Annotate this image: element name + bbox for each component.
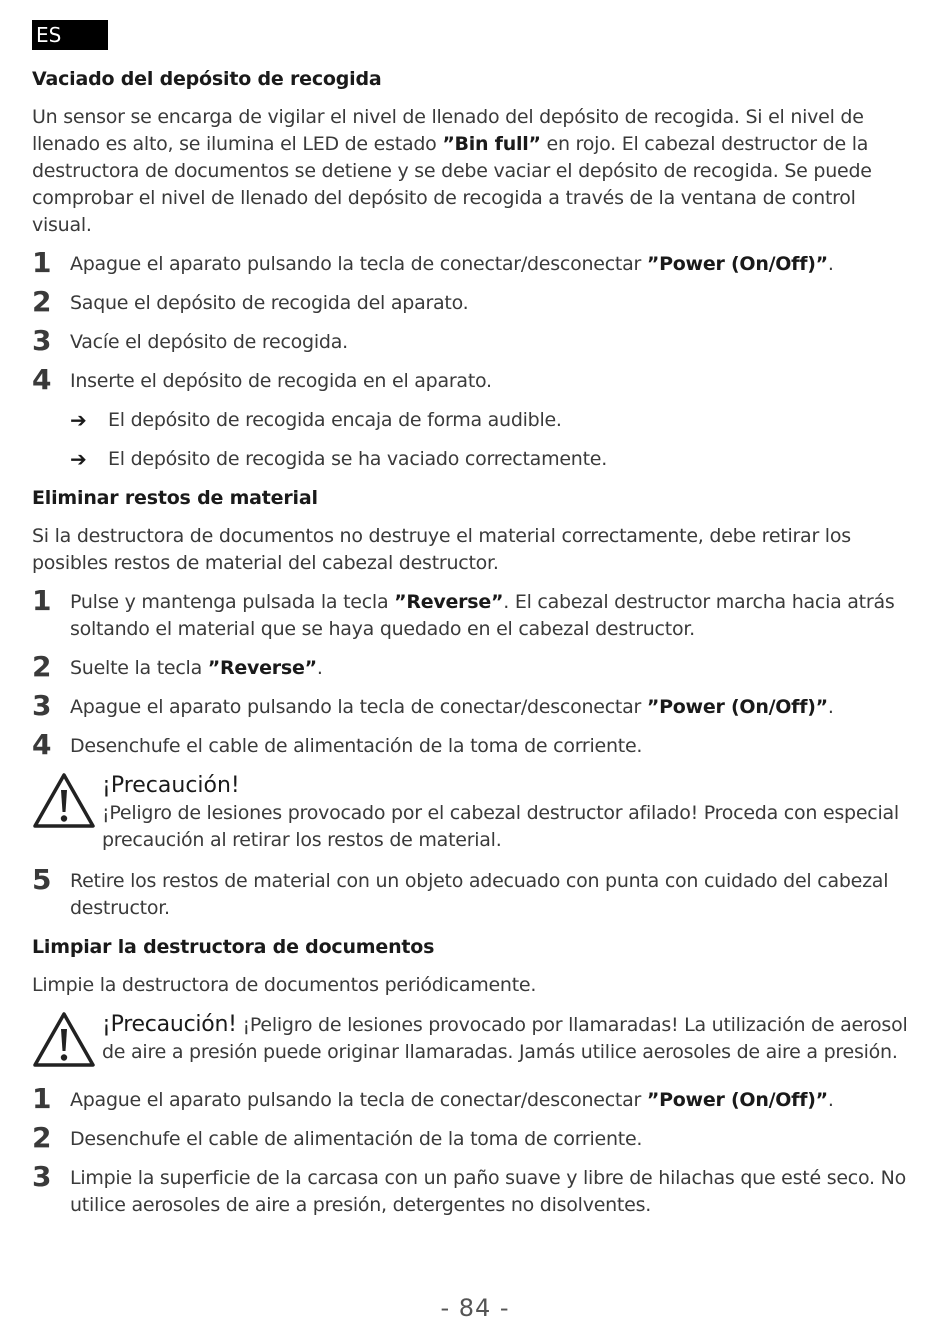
step-number: 1 [32,246,52,279]
caution-title: ¡Precaución! [102,773,240,798]
step-item [32,363,918,396]
step-number: 3 [32,324,52,357]
caution-text: ¡Peligro de lesiones provocado por el cabezal destructor afilado! Proceda con especial precaución al retirar los restos de material. [102,802,899,851]
section-intro: Un sensor se encarga de vigilar el nivel de llenado del depósito de recogida. Si el nivel de llenado es alto, se ilumina el LED de estado ”Bin full” en rojo. El cabezal destructor de la destructora de documentos se detiene y se debe vaciar el depósito de recogida. Se puede comprobar el nivel de llenado del depósito de recogida a través de la ventana de control visual. [32,106,872,236]
step-item [32,1082,918,1115]
step-number: 4 [32,728,52,761]
step-item [32,324,918,357]
step-text: Inserte el depósito de recogida en el aparato. [70,370,492,392]
step-item [32,1160,918,1219]
step-text: Vacíe el depósito de recogida. [70,331,348,353]
warning-triangle-icon [32,1011,102,1073]
language-tag: ES [32,20,108,50]
caution-text: ¡Precaución! ¡Peligro de lesiones provocado por llamaradas! La utilización de aerosol de aire a presión puede originar llamaradas. Jamás utilice aerosoles de aire a presión. [102,1012,908,1063]
step-item [32,689,918,722]
page-content [32,66,918,1231]
step-item [32,584,918,643]
step-number: 2 [32,285,52,318]
step-text: Pulse y mantenga pulsada la tecla ”Reverse”. El cabezal destructor marcha hacia atrás soltando el material que se haya quedado en el cabezal destructor. [70,591,895,640]
step-number: 1 [32,584,52,617]
step-text: Limpie la superficie de la carcasa con un paño suave y libre de hilachas que esté seco. No utilice aerosoles de aire a presión, detergentes no disolventes. [70,1167,906,1216]
page-number: - 84 - [440,1294,510,1322]
section-title-remove-material: Eliminar restos de material [32,487,318,509]
step-text: Desenchufe el cable de alimentación de la toma de corriente. [70,1128,643,1150]
step-item [32,246,918,279]
step-number: 5 [32,863,52,896]
arrow-right-icon: ➔ [70,447,87,471]
section-title-cleaning: Limpiar la destructora de documentos [32,936,435,958]
step-number: 2 [32,650,52,683]
step-number: 4 [32,363,52,396]
arrow-right-icon: ➔ [70,408,87,432]
section-title-emptying: Vaciado del depósito de recogida [32,68,382,90]
caution-box [32,772,918,854]
step-item [32,650,918,683]
step-number: 3 [32,1160,52,1193]
section-intro: Limpie la destructora de documentos periódicamente. [32,974,537,996]
result-text: El depósito de recogida encaja de forma audible. [108,409,562,431]
result-item [70,446,918,473]
step-number: 3 [32,689,52,722]
step-item [32,728,918,761]
step-text: Saque el depósito de recogida del aparato. [70,292,469,314]
step-text: Apague el aparato pulsando la tecla de conectar/desconectar ”Power (On/Off)”. [70,1089,834,1111]
step-number: 1 [32,1082,52,1115]
step-text: Apague el aparato pulsando la tecla de conectar/desconectar ”Power (On/Off)”. [70,253,834,275]
step-text: Retire los restos de material con un objeto adecuado con punta con cuidado del cabezal destructor. [70,870,889,919]
caution-title: ¡Precaución! [102,1012,237,1037]
section-intro: Si la destructora de documentos no destruye el material correctamente, debe retirar los posibles restos de material del cabezal destructor. [32,525,851,574]
step-item [32,1121,918,1154]
step-text: Suelte la tecla ”Reverse”. [70,657,323,679]
step-text: Desenchufe el cable de alimentación de la toma de corriente. [70,735,643,757]
step-text: Apague el aparato pulsando la tecla de conectar/desconectar ”Power (On/Off)”. [70,696,834,718]
step-number: 2 [32,1121,52,1154]
warning-triangle-icon [32,772,102,834]
step-item [32,863,918,922]
caution-box [32,1011,918,1073]
result-item [70,407,918,434]
step-item [32,285,918,318]
result-text: El depósito de recogida se ha vaciado correctamente. [108,448,607,470]
